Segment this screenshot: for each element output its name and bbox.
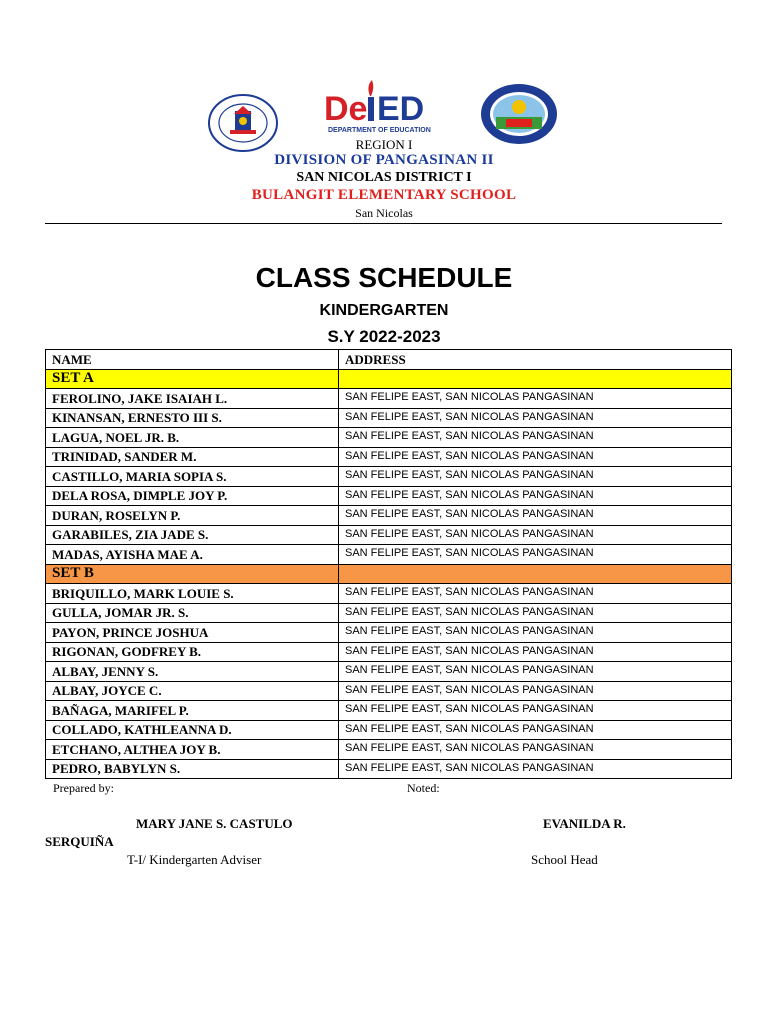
student-name: MADAS, AYISHA MAE A. (46, 545, 339, 565)
student-name: CASTILLO, MARIA SOPIA S. (46, 467, 339, 487)
table-row (46, 603, 732, 623)
address-column-header: ADDRESS (339, 350, 732, 370)
student-address: SAN FELIPE EAST, SAN NICOLAS PANGASINAN (339, 720, 732, 740)
student-name: PEDRO, BABYLYN S. (46, 759, 339, 779)
student-name: GARABILES, ZIA JADE S. (46, 525, 339, 545)
district-label: SAN NICOLAS DISTRICT I (296, 170, 472, 185)
header-divider (45, 223, 722, 224)
student-name: BRIQUILLO, MARK LOUIE S. (46, 584, 339, 604)
table-row (46, 642, 732, 662)
preparer-role: T-I/ Kindergarten Adviser (127, 852, 262, 867)
set-label-blank (339, 369, 732, 389)
student-name: TRINIDAD, SANDER M. (46, 447, 339, 467)
student-address: SAN FELIPE EAST, SAN NICOLAS PANGASINAN (339, 467, 732, 487)
set-label: SET B (46, 564, 339, 584)
table-row (46, 584, 732, 604)
student-name: COLLADO, KATHLEANNA D. (46, 720, 339, 740)
table-row (46, 545, 732, 565)
table-row (46, 759, 732, 779)
document-title: CLASS SCHEDULE (255, 262, 513, 293)
student-name: LAGUA, NOEL JR. B. (46, 428, 339, 448)
student-address: SAN FELIPE EAST, SAN NICOLAS PANGASINAN (339, 389, 732, 409)
student-name: DURAN, ROSELYN P. (46, 506, 339, 526)
student-name: ALBAY, JENNY S. (46, 662, 339, 682)
student-address: SAN FELIPE EAST, SAN NICOLAS PANGASINAN (339, 428, 732, 448)
student-address: SAN FELIPE EAST, SAN NICOLAS PANGASINAN (339, 603, 732, 623)
division-label: DIVISION OF PANGASINAN II (274, 152, 494, 168)
student-address: SAN FELIPE EAST, SAN NICOLAS PANGASINAN (339, 701, 732, 721)
student-address: SAN FELIPE EAST, SAN NICOLAS PANGASINAN (339, 642, 732, 662)
student-name: GULLA, JOMAR JR. S. (46, 603, 339, 623)
student-address: SAN FELIPE EAST, SAN NICOLAS PANGASINAN (339, 408, 732, 428)
name-column-header: NAME (46, 350, 339, 370)
student-address: SAN FELIPE EAST, SAN NICOLAS PANGASINAN (339, 662, 732, 682)
school-name: BULANGIT ELEMENTARY SCHOOL (251, 187, 517, 203)
student-address: SAN FELIPE EAST, SAN NICOLAS PANGASINAN (339, 759, 732, 779)
noter-role: School Head (531, 852, 598, 867)
preparer-name: MARY JANE S. CASTULO (136, 816, 293, 831)
table-row (46, 720, 732, 740)
deped-wordmark-logo (322, 80, 438, 136)
set-header-row (46, 564, 732, 584)
set-label: SET A (46, 369, 339, 389)
class-schedule-table (45, 349, 732, 779)
noter-name: EVANILDA R. (543, 816, 626, 831)
student-name: FEROLINO, JAKE ISAIAH L. (46, 389, 339, 409)
student-name: ALBAY, JOYCE C. (46, 681, 339, 701)
student-address: SAN FELIPE EAST, SAN NICOLAS PANGASINAN (339, 506, 732, 526)
student-address: SAN FELIPE EAST, SAN NICOLAS PANGASINAN (339, 681, 732, 701)
pangasinan-division-seal-logo (480, 83, 558, 145)
prepared-by-label: Prepared by: (53, 781, 114, 795)
set-header-row (46, 369, 732, 389)
region-label: REGION I (355, 137, 413, 152)
table-row (46, 467, 732, 487)
document-subtitle: KINDERGARTEN (319, 302, 449, 319)
table-row (46, 623, 732, 643)
student-address: SAN FELIPE EAST, SAN NICOLAS PANGASINAN (339, 584, 732, 604)
table-row (46, 447, 732, 467)
table-header-row (46, 350, 732, 370)
student-name: RIGONAN, GODFREY B. (46, 642, 339, 662)
student-name: PAYON, PRINCE JOSHUA (46, 623, 339, 643)
svg-text:ED: ED (377, 90, 425, 128)
table-row (46, 428, 732, 448)
table-row (46, 701, 732, 721)
town-label: San Nicolas (355, 206, 413, 220)
table-row (46, 681, 732, 701)
student-address: SAN FELIPE EAST, SAN NICOLAS PANGASINAN (339, 545, 732, 565)
student-address: SAN FELIPE EAST, SAN NICOLAS PANGASINAN (339, 740, 732, 760)
student-name: BAÑAGA, MARIFEL P. (46, 701, 339, 721)
table-row (46, 408, 732, 428)
table-row (46, 662, 732, 682)
student-address: SAN FELIPE EAST, SAN NICOLAS PANGASINAN (339, 486, 732, 506)
student-name: DELA ROSA, DIMPLE JOY P. (46, 486, 339, 506)
table-row (46, 486, 732, 506)
set-label-blank (339, 564, 732, 584)
noted-label: Noted: (407, 781, 440, 795)
table-row (46, 740, 732, 760)
table-row (46, 506, 732, 526)
noter-name-continuation: SERQUIÑA (45, 834, 114, 849)
svg-text:De: De (324, 90, 368, 128)
svg-text:DEPARTMENT OF EDUCATION: DEPARTMENT OF EDUCATION (328, 127, 431, 134)
student-name: KINANSAN, ERNESTO III S. (46, 408, 339, 428)
student-address: SAN FELIPE EAST, SAN NICOLAS PANGASINAN (339, 447, 732, 467)
student-address: SAN FELIPE EAST, SAN NICOLAS PANGASINAN (339, 525, 732, 545)
table-row (46, 525, 732, 545)
table-row (46, 389, 732, 409)
school-year: S.Y 2022-2023 (327, 327, 441, 346)
student-name: ETCHANO, ALTHEA JOY B. (46, 740, 339, 760)
student-address: SAN FELIPE EAST, SAN NICOLAS PANGASINAN (339, 623, 732, 643)
